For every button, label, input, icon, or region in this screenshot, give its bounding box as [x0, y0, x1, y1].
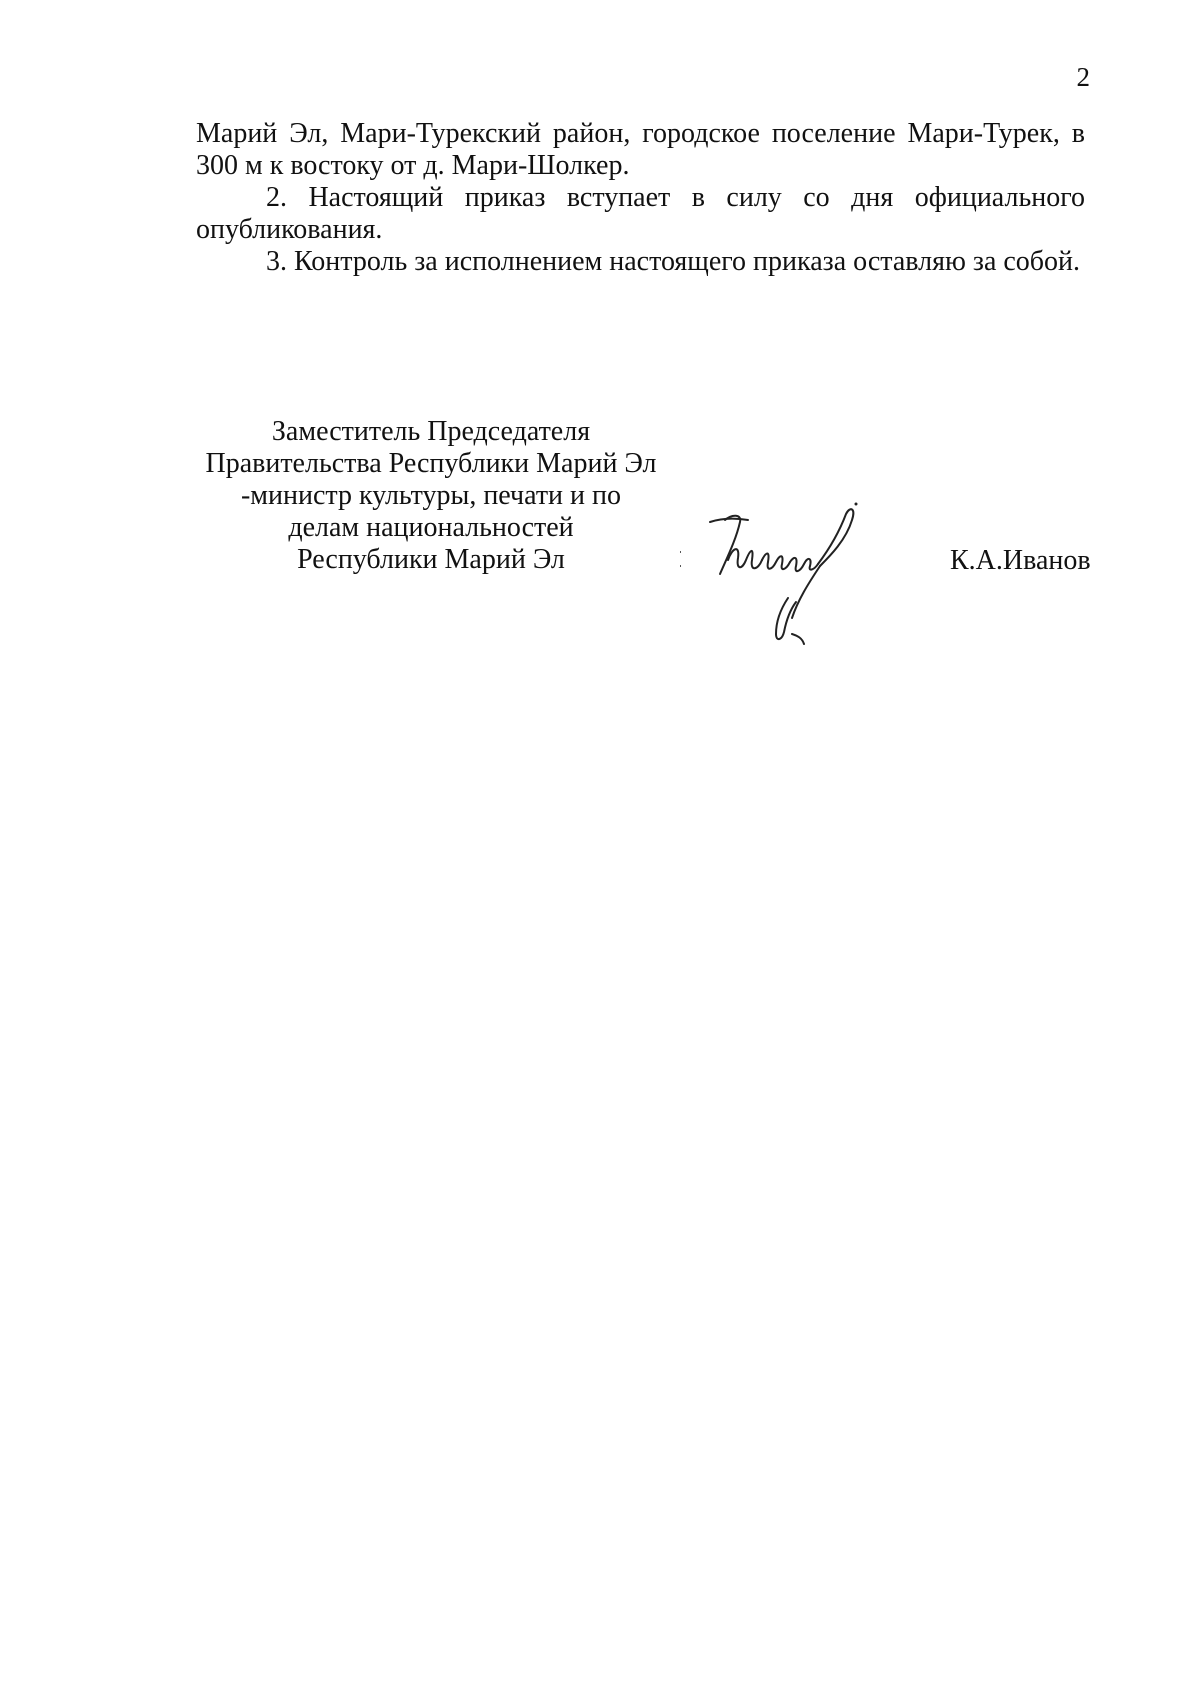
position-line: Правительства Республики Марий Эл	[205, 448, 657, 479]
position-line: Заместитель Председателя	[271, 416, 591, 447]
paragraph-continuation: Марий Эл, Мари-Турекский район, городское поселение Мари-Турек, в 300 м к востоку от д. Мари-Шолкер.	[196, 118, 1085, 181]
signer-name: К.А.Иванов	[950, 545, 1091, 576]
paragraph-item-2: 2. Настоящий приказ вступает в силу со дня официального опубликования.	[196, 182, 1085, 245]
position-line: Республики Марий Эл	[297, 544, 565, 575]
signatory-position	[196, 416, 666, 576]
position-line: делам национальностей	[288, 512, 574, 543]
page-number: 2	[1076, 62, 1090, 92]
position-line: -министр культуры, печати и по	[240, 480, 622, 511]
paragraph-item-3: 3. Контроль за исполнением настоящего приказа оставляю за собой.	[266, 246, 1081, 277]
order-body-text	[196, 118, 1085, 278]
handwritten-signature	[680, 500, 930, 660]
